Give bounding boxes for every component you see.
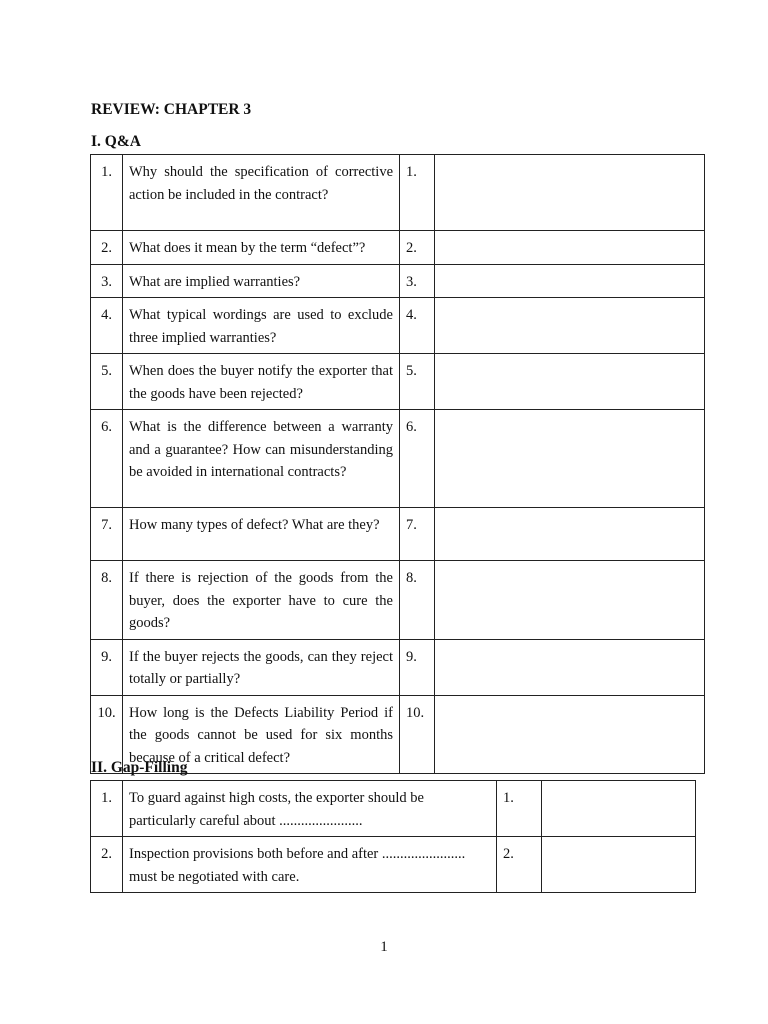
question-number: 3.: [91, 264, 123, 298]
gap-filling-row: [91, 837, 696, 893]
page-title: REVIEW: CHAPTER 3: [91, 101, 252, 118]
question-number: 9.: [91, 639, 123, 695]
answer-number: 9.: [400, 639, 435, 695]
gap-filling-row: [91, 781, 696, 837]
answer-cell[interactable]: [435, 410, 705, 508]
answer-cell[interactable]: [435, 508, 705, 561]
answer-cell[interactable]: [435, 155, 705, 231]
answer-cell[interactable]: [435, 695, 705, 774]
qa-table: [90, 154, 705, 774]
page-number: 1: [380, 939, 388, 955]
qa-row: [91, 231, 705, 265]
question-number: 1.: [91, 155, 123, 231]
question-number: 2.: [91, 231, 123, 265]
answer-number: 1.: [497, 781, 542, 837]
answer-number: 4.: [400, 298, 435, 354]
qa-row: [91, 264, 705, 298]
qa-row: [91, 561, 705, 640]
qa-row: [91, 508, 705, 561]
question-text: How many types of defect? What are they?: [123, 508, 400, 561]
question-number: 8.: [91, 561, 123, 640]
qa-row: [91, 155, 705, 231]
question-text: If the buyer rejects the goods, can they reject totally or partially?: [123, 639, 400, 695]
question-text: When does the buyer notify the exporter that the goods have been rejected?: [123, 354, 400, 410]
question-text: What typical wordings are used to exclude three implied warranties?: [123, 298, 400, 354]
answer-number: 10.: [400, 695, 435, 774]
section-heading-qa: I. Q&A: [91, 133, 141, 150]
question-text: Why should the specification of corrective action be included in the contract?: [123, 155, 400, 231]
question-text: What is the difference between a warranty and a guarantee? How can misunderstanding be avoided in international contracts?: [123, 410, 400, 508]
question-number: 5.: [91, 354, 123, 410]
answer-number: 7.: [400, 508, 435, 561]
question-text: What are implied warranties?: [123, 264, 400, 298]
question-number: 6.: [91, 410, 123, 508]
question-number: 1.: [91, 781, 123, 837]
question-text: Inspection provisions both before and after ....................... must be negotiated with care.: [123, 837, 497, 893]
answer-cell[interactable]: [435, 561, 705, 640]
qa-row: [91, 298, 705, 354]
answer-cell[interactable]: [435, 298, 705, 354]
section-heading-gap-filling: II. Gap-Filling: [91, 759, 188, 776]
answer-number: 8.: [400, 561, 435, 640]
qa-row: [91, 639, 705, 695]
answer-number: 1.: [400, 155, 435, 231]
answer-cell[interactable]: [435, 354, 705, 410]
qa-row: [91, 354, 705, 410]
gap-filling-table: [90, 780, 696, 893]
question-number: 2.: [91, 837, 123, 893]
answer-cell[interactable]: [435, 231, 705, 265]
answer-number: 3.: [400, 264, 435, 298]
answer-number: 2.: [400, 231, 435, 265]
question-number: 10.: [91, 695, 123, 774]
question-number: 7.: [91, 508, 123, 561]
answer-number: 6.: [400, 410, 435, 508]
answer-number: 2.: [497, 837, 542, 893]
answer-number: 5.: [400, 354, 435, 410]
answer-cell[interactable]: [435, 264, 705, 298]
answer-cell[interactable]: [542, 781, 696, 837]
answer-cell[interactable]: [435, 639, 705, 695]
qa-row: [91, 410, 705, 508]
answer-cell[interactable]: [542, 837, 696, 893]
question-text: If there is rejection of the goods from the buyer, does the exporter have to cure the goods?: [123, 561, 400, 640]
question-text: How long is the Defects Liability Period if the goods cannot be used for six months because of a critical defect?: [123, 695, 400, 774]
question-text: What does it mean by the term “defect”?: [123, 231, 400, 265]
question-number: 4.: [91, 298, 123, 354]
question-text: To guard against high costs, the exporter should be particularly careful about .......................: [123, 781, 497, 837]
